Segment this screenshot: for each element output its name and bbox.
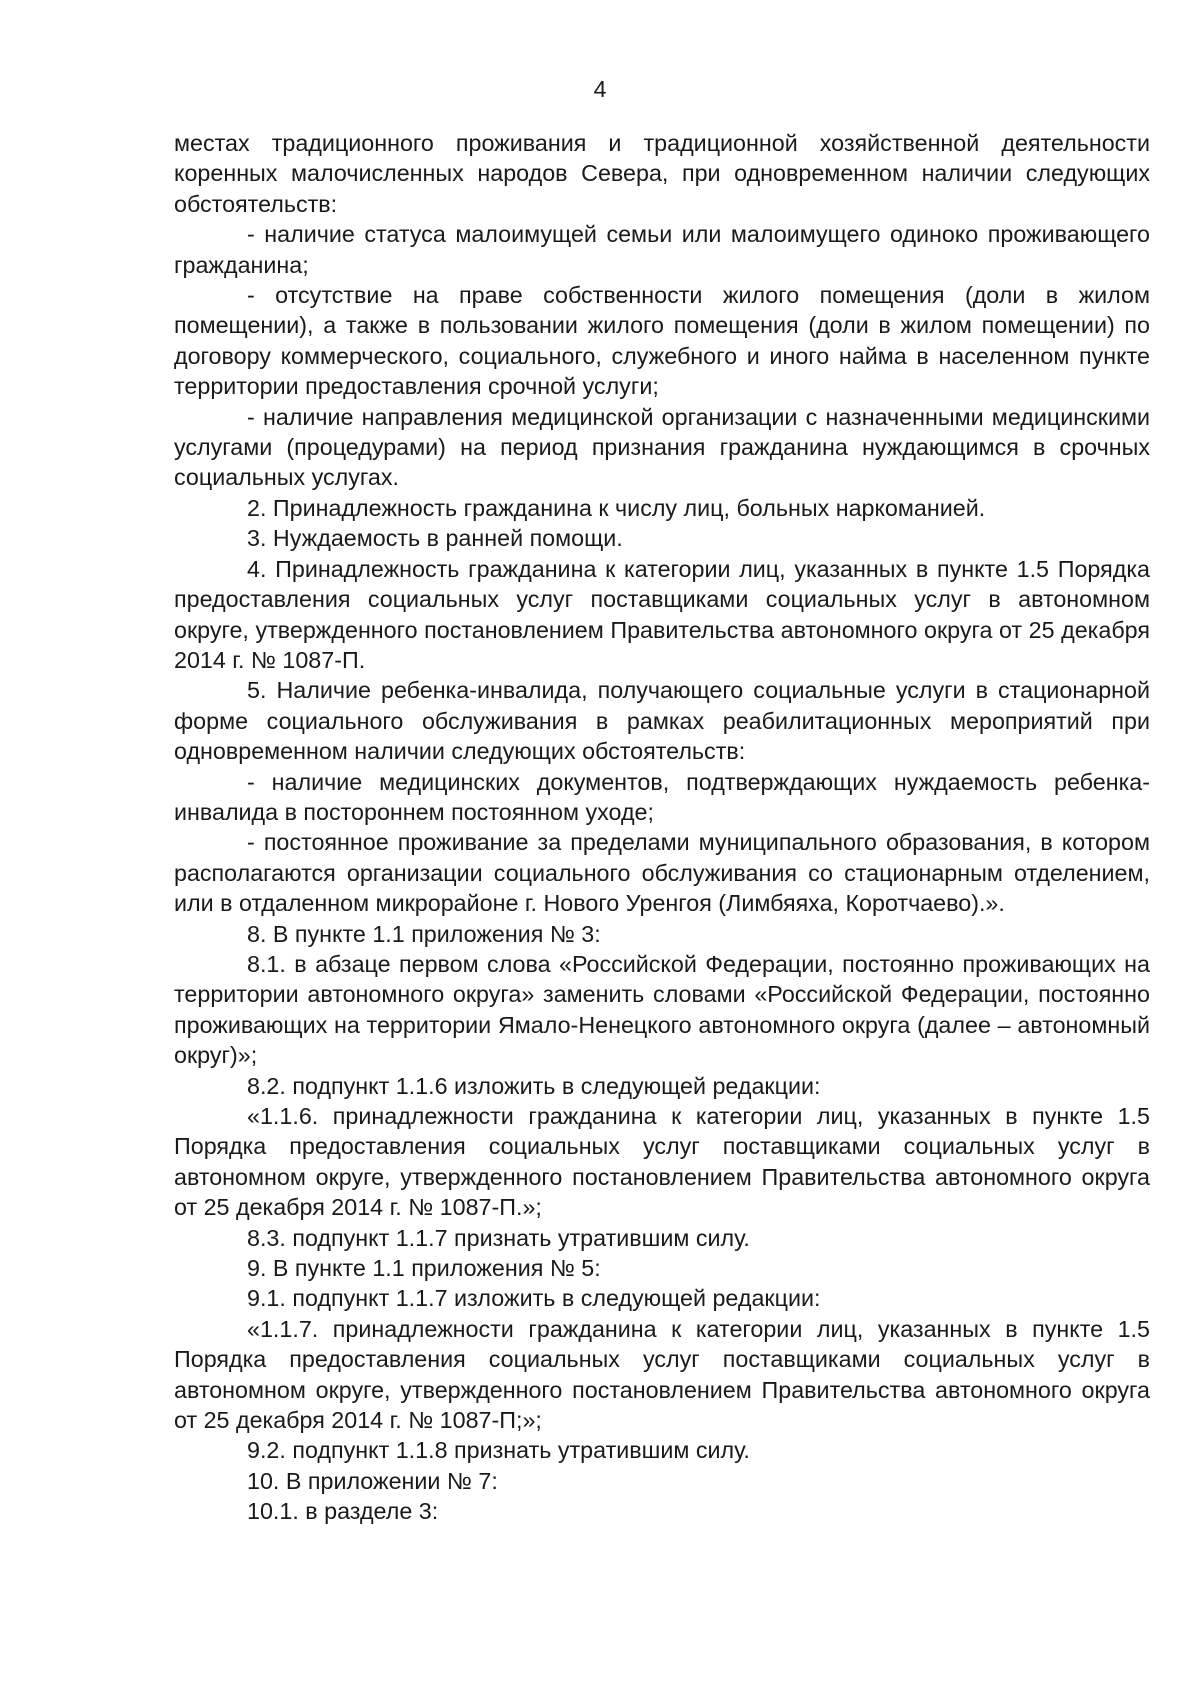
paragraph: - отсутствие на праве собственности жилого помещения (доли в жилом помещении), а также в пользовании жилого помещения (доли в жилом помещении) по договору коммерческого, социального, служебного и иного найма в населенном пункте территории предоставления срочной услуги;	[174, 282, 1150, 400]
paragraph: 4. Принадлежность гражданина к категории лиц, указанных в пункте 1.5 Порядка предоставления социальных услуг поставщиками социальных услуг в автономном округе, утвержденного постановлением Правительства автономного округа от 25 декабря 2014 г. № 1087-П.	[174, 555, 1150, 673]
document-body	[174, 128, 1150, 1527]
paragraph: - наличие статуса малоимущей семьи или малоимущего одиноко проживающего гражданина;	[174, 221, 1150, 278]
paragraph: 8.3. подпункт 1.1.7 признать утратившим силу.	[247, 1224, 750, 1251]
paragraph: местах традиционного проживания и традиционной хозяйственной деятельности коренных малочисленных народов Севера, при одновременном наличии следующих обстоятельств:	[174, 130, 1150, 217]
paragraph: 10.1. в разделе 3:	[247, 1498, 439, 1525]
paragraph: 9. В пункте 1.1 приложения № 5:	[247, 1255, 601, 1282]
paragraph: - постоянное проживание за пределами муниципального образования, в котором располагаются организации социального обслуживания со стационарным отделением, или в отдаленном микрорайоне г. Нового Уренгоя (Лимбяяха, Коротчаево).».	[174, 829, 1150, 917]
paragraph: 10. В приложении № 7:	[247, 1467, 498, 1494]
paragraph: 2. Принадлежность гражданина к числу лиц, больных наркоманией.	[247, 494, 986, 521]
paragraph: 9.1. подпункт 1.1.7 изложить в следующей редакции:	[247, 1285, 821, 1312]
paragraph: - наличие направления медицинской организации с назначенными медицинскими услугами (процедурами) на период признания гражданина нуждающимся в срочных социальных услугах.	[174, 403, 1150, 491]
paragraph: 9.2. подпункт 1.1.8 признать утратившим силу.	[247, 1437, 750, 1464]
paragraph: 5. Наличие ребенка-инвалида, получающего социальные услуги в стационарной форме социального обслуживания в рамках реабилитационных мероприятий при одновременном наличии следующих обстоятельств:	[174, 677, 1150, 765]
paragraph: 8.2. подпункт 1.1.6 изложить в следующей редакции:	[247, 1072, 821, 1099]
paragraph: «1.1.7. принадлежности гражданина к категории лиц, указанных в пункте 1.5 Порядка предоставления социальных услуг поставщиками социальных услуг в автономном округе, утвержденного постановлением Правительства автономного округа от 25 декабря 2014 г. № 1087-П;»;	[174, 1315, 1150, 1434]
page-number: 4	[593, 76, 607, 102]
paragraph: 8.1. в абзаце первом слова «Российской Федерации, постоянно проживающих на территории автономного округа» заменить словами «Российской Федерации, постоянно проживающих на территории Ямало-Ненецкого автономного округа (далее – автономный округ)»;	[174, 950, 1150, 1069]
paragraph: 8. В пункте 1.1 приложения № 3:	[247, 920, 601, 947]
paragraph: «1.1.6. принадлежности гражданина к категории лиц, указанных в пункте 1.5 Порядка предоставления социальных услуг поставщиками социальных услуг в автономном округе, утвержденного постановлением Правительства автономного округа от 25 декабря 2014 г. № 1087-П.»;	[174, 1103, 1150, 1221]
paragraph: 3. Нуждаемость в ранней помощи.	[247, 525, 623, 552]
paragraph: - наличие медицинских документов, подтверждающих нуждаемость ребенка-инвалида в постороннем постоянном уходе;	[174, 768, 1150, 825]
